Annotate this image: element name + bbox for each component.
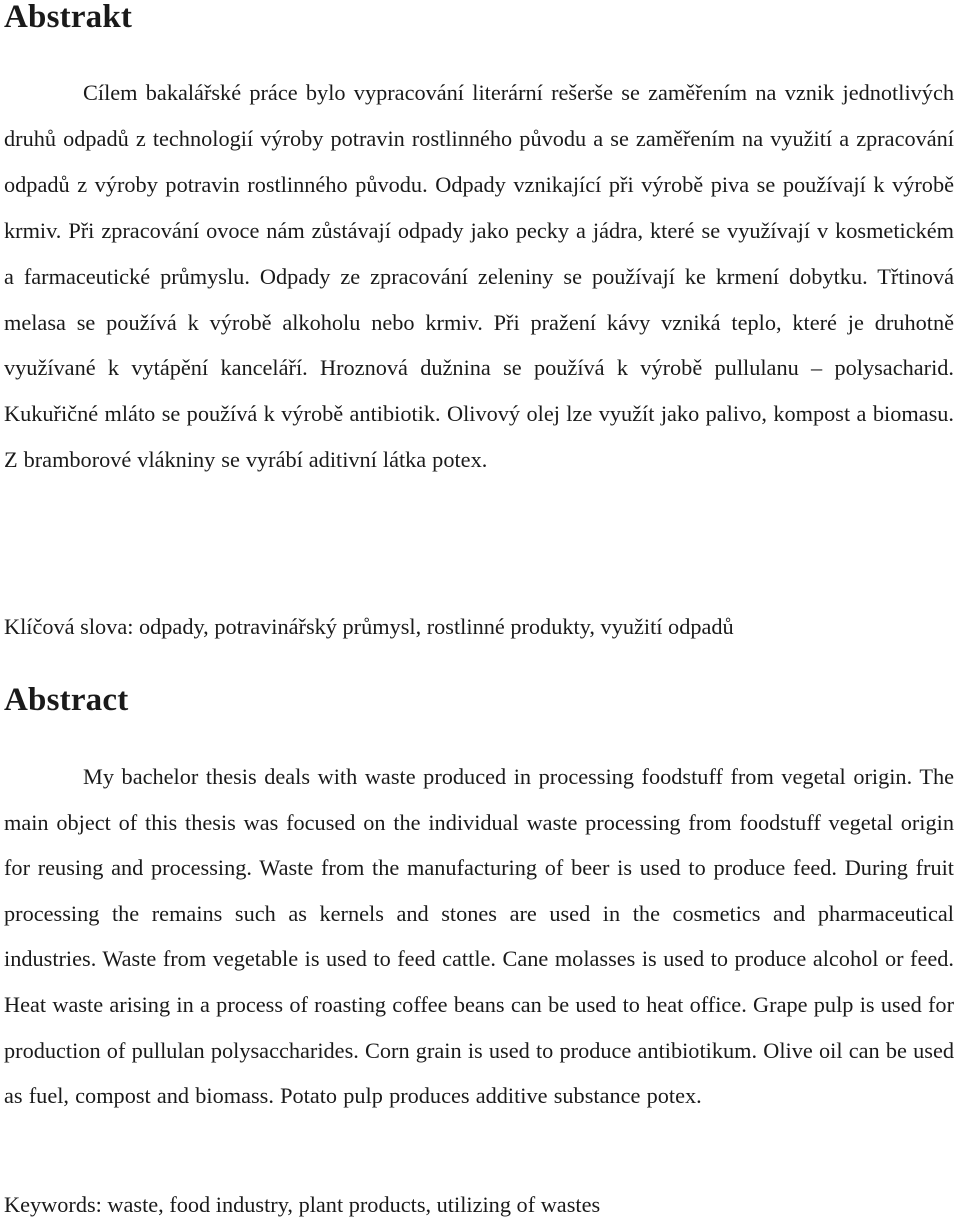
abstract-english-body: My bachelor thesis deals with waste produced in processing foodstuff from vegetal origin. The main object of this thesis was focused on the individual waste processing from foodstuff vegetal origin for reusing and processing. Waste from the manufacturing of beer is used to produce feed. During fruit processing the remains such as kernels and stones are used in the cosmetics and pharmaceutical industries. Waste from vegetable is used to feed cattle. Cane molasses is used to produce alcohol or feed. Heat waste arising in a process of roasting coffee beans can be used to heat office. Grape pulp is used for production of pullulan polysaccharides. Corn grain is used to produce antibiotikum. Olive oil can be used as fuel, compost and biomass. Potato pulp produces additive substance potex. bbox=[4, 764, 954, 1109]
heading-abstrakt: Abstrakt bbox=[4, 0, 133, 35]
heading-abstract: Abstract bbox=[4, 682, 129, 718]
abstract-czech-body: Cílem bakalářské práce bylo vypracování literární rešerše se zaměřením na vznik jednotlivých druhů odpadů z technologií výroby potravin rostlinného původu a se zaměřením na využití a zpracování odpadů z výroby potravin rostlinného původu. Odpady vznikající při výrobě piva se používají k výrobě krmiv. Při zpracování ovoce nám zůstávají odpady jako pecky a jádra, které se využívají v kosmetickém a farmaceutické průmyslu. Odpady ze zpracování zeleniny se používají ke krmení dobytku. Třtinová melasa se používá k výrobě alkoholu nebo krmiv. Při pražení kávy vzniká teplo, které je druhotně využívané k vytápění kanceláří. Hroznová dužnina se používá k výrobě pullulanu – polysacharid. Kukuřičné mláto se používá k výrobě antibiotik. Olivový olej lze využít jako palivo, kompost a biomasu. Z bramborové vlákniny se vyrábí aditivní látka potex. bbox=[4, 80, 954, 473]
keywords-english: Keywords: waste, food industry, plant products, utilizing of wastes bbox=[4, 1192, 601, 1217]
keywords-czech: Klíčová slova: odpady, potravinářský průmysl, rostlinné produkty, využití odpadů bbox=[4, 614, 734, 639]
